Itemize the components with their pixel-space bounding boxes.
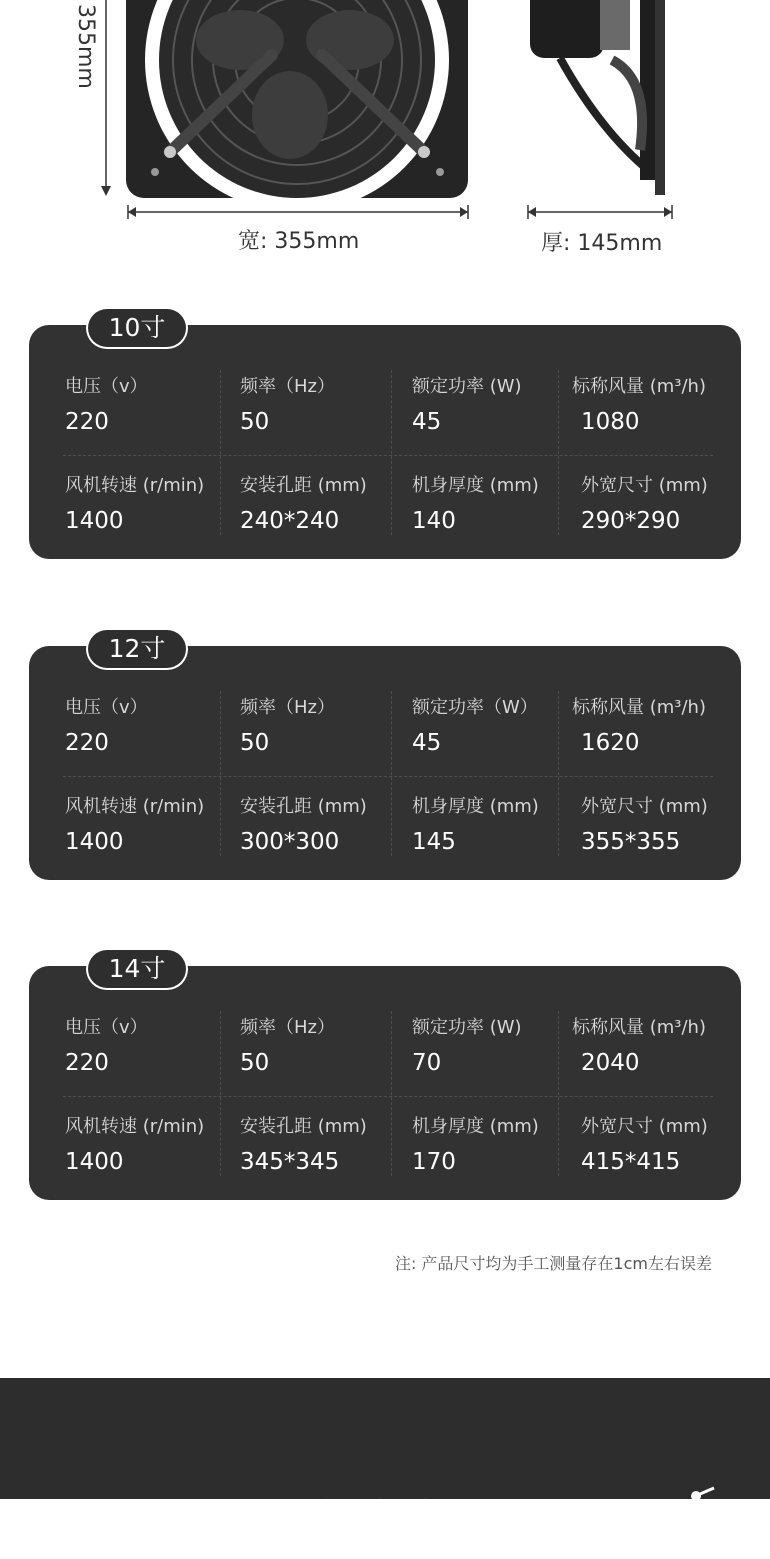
wind-icon [684,1486,724,1506]
spec-value: 1400 [65,829,124,855]
size-tab-14: 14寸 [88,950,186,988]
spec-value: 1620 [581,730,640,756]
spec-cell [581,795,708,856]
depth-dimension-label: 厚: 145mm [541,231,663,256]
fan-side-view [530,0,665,195]
spec-label: 安装孔距 (mm) [240,1116,367,1137]
spec-cell [65,1115,204,1176]
spec-label: 机身厚度 (mm) [412,1116,539,1137]
spec-value: 355*355 [581,829,681,855]
spec-cell [65,795,204,856]
spec-value: 45 [412,730,442,756]
spec-cell [240,474,367,535]
size-tab-12: 12寸 [88,630,186,668]
feature-banner [0,1378,770,1557]
spec-card-12 [29,646,741,880]
spec-card-14 [29,966,741,1200]
spec-label: 风机转速 (r/min) [65,796,205,817]
spec-cell [240,696,335,757]
spec-value: 50 [240,409,270,435]
spec-label: 机身厚度 (mm) [412,475,539,496]
spec-value: 300*300 [240,829,340,855]
banner-title: 大风量快速换气 [64,1497,471,1557]
spec-value: 1400 [65,1149,124,1175]
spec-value: 45 [412,409,442,435]
spec-value: 290*290 [581,508,681,534]
spec-label: 外宽尺寸 (mm) [581,796,708,817]
spec-cell [412,375,522,436]
spec-cell [572,1016,706,1077]
spec-value: 50 [240,1050,270,1076]
spec-label: 风机转速 (r/min) [65,1116,205,1137]
spec-label: 标称风量 (m³/h) [572,376,706,397]
height-dimension-label: 355mm [73,4,98,89]
spec-label: 电压（v） [65,376,148,397]
spec-label: 额定功率（W） [412,697,538,718]
size-tab-10: 10寸 [88,309,186,347]
spec-label: 额定功率 (W) [412,1017,522,1038]
spec-cell [412,474,539,535]
spec-cell [240,795,367,856]
spec-label: 标称风量 (m³/h) [572,1017,706,1038]
spec-label: 外宽尺寸 (mm) [581,475,708,496]
spec-cell [572,696,706,757]
spec-cell [65,1016,148,1077]
spec-label: 标称风量 (m³/h) [572,697,706,718]
spec-cell [412,795,539,856]
spec-value: 170 [412,1149,456,1175]
spec-cell [581,1115,708,1176]
spec-cell [65,375,148,436]
spec-value: 220 [65,409,109,435]
spec-label: 频率（Hz） [240,376,335,397]
spec-label: 风机转速 (r/min) [65,475,205,496]
spec-label: 安装孔距 (mm) [240,475,367,496]
spec-cell [581,474,708,535]
spec-cell [412,696,538,757]
spec-value: 345*345 [240,1149,340,1175]
fan-front-view [126,0,468,212]
spec-cell [240,1016,335,1077]
spec-cell [572,375,706,436]
spec-value: 70 [412,1050,442,1076]
spec-value: 140 [412,508,456,534]
spec-label: 电压（v） [65,1017,148,1038]
spec-value: 220 [65,730,109,756]
spec-value: 240*240 [240,508,340,534]
spec-label: 频率（Hz） [240,1017,335,1038]
spec-value: 1400 [65,508,124,534]
spec-label: 安装孔距 (mm) [240,796,367,817]
spec-cell [65,474,204,535]
spec-card-10 [29,325,741,559]
spec-cell [240,375,335,436]
spec-label: 外宽尺寸 (mm) [581,1116,708,1137]
spec-label: 频率（Hz） [240,697,335,718]
width-dimension-label: 宽: 355mm [238,229,360,254]
spec-value: 2040 [581,1050,640,1076]
spec-label: 额定功率 (W) [412,376,522,397]
spec-value: 1080 [581,409,640,435]
spec-label: 机身厚度 (mm) [412,796,539,817]
spec-cell [412,1115,539,1176]
spec-label: 电压（v） [65,697,148,718]
spec-value: 145 [412,829,456,855]
spec-value: 415*415 [581,1149,681,1175]
spec-cell [240,1115,367,1176]
spec-value: 50 [240,730,270,756]
dimension-diagram [0,0,770,270]
measurement-note: 注: 产品尺寸均为手工测量存在1cm左右误差 [394,1254,712,1273]
spec-value: 220 [65,1050,109,1076]
spec-cell [412,1016,522,1077]
spec-cell [65,696,148,757]
